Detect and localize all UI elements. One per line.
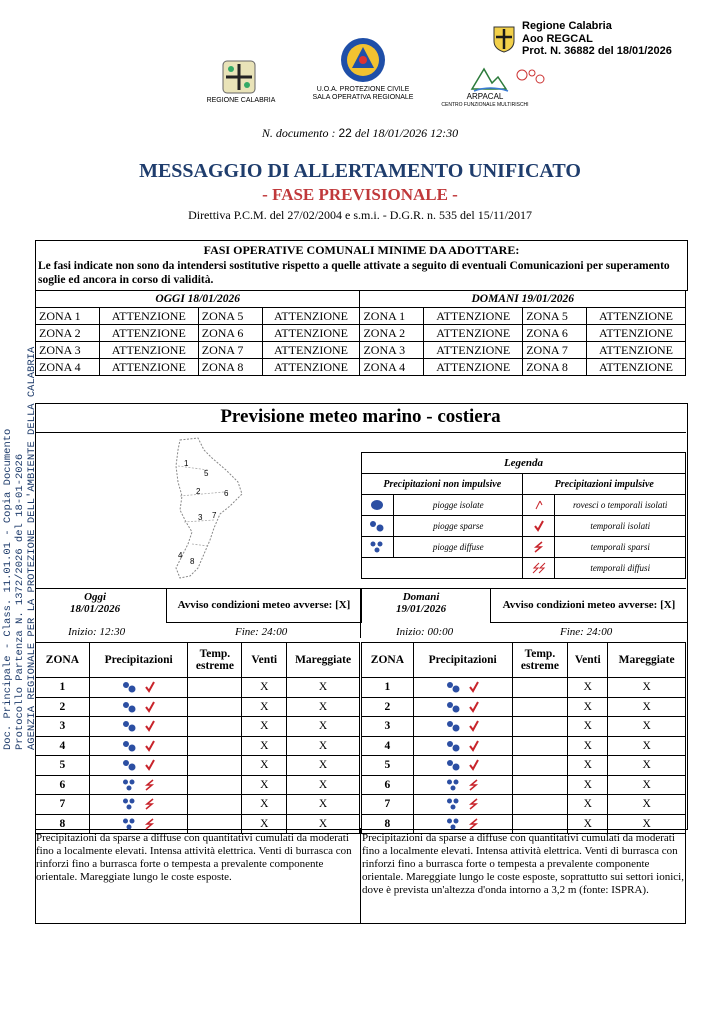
zone-status-cell: ATTENZIONE — [99, 359, 198, 376]
fasi-heading: FASI OPERATIVE COMUNALI MINIME DA ADOTTARE: — [203, 243, 520, 257]
zona-cell: 1 — [36, 678, 90, 698]
calabria-zone-map — [168, 436, 248, 586]
zone-status-cell: ATTENZIONE — [587, 359, 686, 376]
sidebar-line3: Doc. Principale - Class. 11.01.01 - Copia Documento — [2, 428, 14, 750]
venti-cell: X — [242, 795, 287, 815]
mareggiate-cell: X — [287, 697, 360, 717]
header-mareggiate: Mareggiate — [287, 643, 360, 678]
meteo-title: Previsione meteo marino - costiera — [220, 406, 501, 427]
venti-cell: X — [568, 756, 608, 776]
venti-cell: X — [568, 678, 608, 698]
fasi-zone-row — [36, 342, 686, 359]
storm-isolati-icon — [144, 681, 156, 693]
precipitazioni-cell — [413, 697, 512, 717]
storm-isolati-icon — [468, 681, 480, 693]
rain-sparse-icon — [446, 681, 460, 693]
zone-name-cell: ZONA 6 — [523, 325, 587, 342]
header-temp-line2: estreme — [520, 660, 559, 672]
temp-cell — [188, 736, 242, 756]
zona-cell: 7 — [362, 795, 414, 815]
fasi-zone-row — [36, 308, 686, 325]
precipitazioni-cell — [89, 717, 188, 737]
zona-cell: 8 — [36, 814, 90, 834]
zone-name-cell: ZONA 8 — [523, 359, 587, 376]
rain-diffuse-icon — [446, 798, 460, 810]
precipitazioni-cell — [89, 678, 188, 698]
header-temp-line1: Temp. — [524, 648, 556, 660]
today-start: Inizio: 12:30 — [68, 626, 126, 638]
precipitazioni-cell — [413, 736, 512, 756]
sidebar-line2: Protocollo Partenza N. 1372/2026 del 18-01-2026 — [14, 453, 26, 750]
fasi-zone-row — [36, 359, 686, 376]
table-row — [36, 756, 360, 776]
mareggiate-cell: X — [287, 678, 360, 698]
fasi-today-header: OGGI 18/01/2026 — [36, 291, 360, 308]
today-day-block — [70, 591, 120, 615]
zone-name-cell: ZONA 1 — [360, 308, 424, 325]
zone-status-cell: ATTENZIONE — [262, 308, 360, 325]
legend-rain-isolate-label: piogge isolate — [393, 495, 523, 516]
venti-cell: X — [568, 775, 608, 795]
note-frame — [35, 828, 686, 924]
zone-status-cell: ATTENZIONE — [99, 342, 198, 359]
doc-number-label: N. documento : — [261, 126, 336, 140]
legend-rain-sparse-label: piogge sparse — [393, 516, 523, 537]
rain-sparse-icon — [446, 759, 460, 771]
tomorrow-day-block — [396, 591, 446, 615]
zona-cell: 4 — [36, 736, 90, 756]
venti-cell: X — [568, 814, 608, 834]
protocol-stamp — [522, 20, 672, 58]
zone-name-cell: ZONA 6 — [198, 325, 262, 342]
meteo-title-divider — [35, 432, 686, 433]
today-end: Fine: 24:00 — [235, 626, 288, 638]
tomorrow-avviso: Avviso condizioni meteo avverse: [X] — [490, 588, 688, 623]
legend-storm-diffusi-label: temporali diffusi — [555, 558, 686, 579]
legend-rain-diffuse-icon — [362, 537, 394, 558]
table-row — [36, 736, 360, 756]
mareggiate-cell: X — [287, 736, 360, 756]
venti-cell: X — [242, 678, 287, 698]
rain-sparse-icon — [122, 740, 136, 752]
legend-storm-rovesci-icon — [523, 495, 555, 516]
zone-name-cell: ZONA 2 — [36, 325, 100, 342]
temp-cell — [188, 795, 242, 815]
fasi-tomorrow-header: DOMANI 19/01/2026 — [360, 291, 686, 308]
mareggiate-cell: X — [287, 795, 360, 815]
page-title: MESSAGGIO DI ALLERTAMENTO UNIFICATO — [139, 160, 581, 182]
zone-status-cell: ATTENZIONE — [262, 342, 360, 359]
venti-cell: X — [568, 697, 608, 717]
map-zone-2: 2 — [196, 487, 201, 496]
map-zone-7: 7 — [212, 511, 217, 520]
precipitazioni-cell — [89, 736, 188, 756]
precipitazioni-cell — [413, 678, 512, 698]
map-zone-5: 5 — [204, 469, 209, 478]
arpacal-name: ARPACAL — [466, 92, 504, 101]
zona-cell: 2 — [36, 697, 90, 717]
zone-status-cell: ATTENZIONE — [262, 325, 360, 342]
storm-sparsi-icon — [468, 798, 480, 810]
regione-logo-label: REGIONE CALABRIA — [206, 97, 276, 104]
storm-isolati-icon — [144, 701, 156, 713]
venti-cell: X — [242, 814, 287, 834]
rain-sparse-icon — [446, 740, 460, 752]
fasi-zone-row — [36, 325, 686, 342]
forecast-table-today — [35, 642, 360, 834]
zone-name-cell: ZONA 1 — [36, 308, 100, 325]
table-row — [36, 678, 360, 698]
fasi-zone-table — [35, 290, 686, 376]
note-today: Precipitazioni da sparse a diffuse con quantitativi cumulati da moderati fino a localmente elevati. Intensa attività elettrica. Venti di burrasca con rinforzi fino a burrasca forte o tempesta a prevalente componente orientale. Mareggiate lungo le coste esposte. — [36, 832, 352, 883]
legend-storm-rovesci-label: rovesci o temporali isolati — [555, 495, 686, 516]
temp-cell — [512, 697, 568, 717]
legend-storm-sparsi-icon — [523, 537, 555, 558]
storm-isolati-icon — [468, 701, 480, 713]
mareggiate-cell: X — [287, 717, 360, 737]
zona-cell: 2 — [362, 697, 414, 717]
header-temp-line2: estreme — [195, 660, 234, 672]
rain-diffuse-icon — [122, 798, 136, 810]
doc-number: 22 — [338, 126, 352, 140]
directive-line: Direttiva P.C.M. del 27/02/2004 e s.m.i. - D.G.R. n. 535 del 15/11/2017 — [188, 208, 532, 222]
venti-cell: X — [568, 717, 608, 737]
zona-cell: 7 — [36, 795, 90, 815]
map-zone-1: 1 — [184, 459, 189, 468]
venti-cell: X — [242, 736, 287, 756]
storm-sparsi-icon — [468, 779, 480, 791]
zone-name-cell: ZONA 3 — [360, 342, 424, 359]
zone-name-cell: ZONA 3 — [36, 342, 100, 359]
protezione-civile-logo — [340, 37, 386, 83]
venti-cell: X — [242, 697, 287, 717]
fasi-text: Le fasi indicate non sono da intendersi sostitutive rispetto a quelle attivate a seguito di eventuali Comunicazioni per superamento soglie ed ancora in corso di validità. — [38, 260, 670, 286]
mareggiate-cell: X — [608, 736, 686, 756]
fasi-zone-rows — [36, 308, 686, 376]
forecast-rows-today — [36, 678, 360, 834]
legend-rain-diffuse-label: piogge diffuse — [393, 537, 523, 558]
zone-status-cell: ATTENZIONE — [424, 342, 523, 359]
storm-isolati-icon — [468, 740, 480, 752]
zone-name-cell: ZONA 7 — [523, 342, 587, 359]
rain-sparse-icon — [122, 681, 136, 693]
map-zone-3: 3 — [198, 513, 203, 522]
protezione-logo-label — [300, 86, 426, 102]
protezione-civile-emblem-icon — [340, 37, 386, 83]
zone-status-cell: ATTENZIONE — [262, 359, 360, 376]
zone-name-cell: ZONA 4 — [36, 359, 100, 376]
table-row — [36, 795, 360, 815]
storm-isolati-icon — [468, 759, 480, 771]
header-temp-line1: Temp. — [199, 648, 231, 660]
stamp-line3: Prot. N. 36882 del 18/01/2026 — [522, 45, 672, 57]
precipitazioni-cell — [413, 795, 512, 815]
legend-title: Legenda — [362, 453, 686, 474]
table-row — [362, 756, 686, 776]
arpacal-logo-label — [440, 93, 530, 109]
header-precipitazioni: Precipitazioni — [89, 643, 188, 678]
today-avviso: Avviso condizioni meteo avverse: [X] — [166, 588, 362, 623]
legend-storm-isolati-label: temporali isolati — [555, 516, 686, 537]
tomorrow-end: Fine: 24:00 — [560, 626, 613, 638]
mareggiate-cell: X — [608, 678, 686, 698]
mareggiate-cell: X — [608, 756, 686, 776]
zone-name-cell: ZONA 4 — [360, 359, 424, 376]
forecast-table-tomorrow — [361, 642, 686, 834]
zona-cell: 8 — [362, 814, 414, 834]
header-venti: Venti — [568, 643, 608, 678]
temp-cell — [188, 775, 242, 795]
temp-cell — [512, 717, 568, 737]
precipitazioni-cell — [89, 697, 188, 717]
arpacal-emblem-icon — [470, 63, 550, 93]
table-row — [36, 717, 360, 737]
today-day-label: Oggi — [84, 591, 107, 603]
zona-cell: 5 — [362, 756, 414, 776]
rain-diffuse-icon — [122, 779, 136, 791]
header-temp — [188, 643, 242, 678]
sidebar-line1: AGENZIA REGIONALE PER LA PROTEZIONE DELL'AMBIENTE DELLA CALABRIA — [26, 346, 38, 750]
table-row — [362, 736, 686, 756]
temp-cell — [512, 678, 568, 698]
zone-status-cell: ATTENZIONE — [587, 342, 686, 359]
zona-cell: 4 — [362, 736, 414, 756]
zona-cell: 3 — [362, 717, 414, 737]
zone-name-cell: ZONA 8 — [198, 359, 262, 376]
temp-cell — [512, 736, 568, 756]
zone-status-cell: ATTENZIONE — [587, 325, 686, 342]
zone-name-cell: ZONA 2 — [360, 325, 424, 342]
zone-status-cell: ATTENZIONE — [99, 308, 198, 325]
legend-empty-cell — [362, 558, 523, 579]
doc-date: del 18/01/2026 12:30 — [354, 126, 459, 140]
legend-storm-sparsi-label: temporali sparsi — [555, 537, 686, 558]
regione-emblem-icon — [222, 60, 256, 94]
zona-cell: 3 — [36, 717, 90, 737]
fasi-operative-box — [35, 240, 688, 291]
mareggiate-cell: X — [608, 697, 686, 717]
rain-sparse-icon — [122, 701, 136, 713]
table-row — [362, 697, 686, 717]
zone-status-cell: ATTENZIONE — [587, 308, 686, 325]
venti-cell: X — [568, 795, 608, 815]
precipitazioni-cell — [89, 795, 188, 815]
mareggiate-cell: X — [287, 775, 360, 795]
storm-isolati-icon — [144, 759, 156, 771]
header-mareggiate: Mareggiate — [608, 643, 686, 678]
zona-cell: 5 — [36, 756, 90, 776]
zone-name-cell: ZONA 7 — [198, 342, 262, 359]
mareggiate-cell: X — [608, 717, 686, 737]
table-row — [362, 795, 686, 815]
zone-status-cell: ATTENZIONE — [99, 325, 198, 342]
temp-cell — [188, 678, 242, 698]
temp-cell — [188, 697, 242, 717]
protezione-label-line2: SALA OPERATIVA REGIONALE — [312, 94, 414, 101]
table-row — [36, 697, 360, 717]
temp-cell — [512, 775, 568, 795]
precipitazioni-cell — [413, 717, 512, 737]
temp-cell — [512, 795, 568, 815]
table-row — [362, 678, 686, 698]
legend-rain-isolate-icon — [362, 495, 394, 516]
table-row — [36, 775, 360, 795]
rain-sparse-icon — [122, 759, 136, 771]
storm-isolati-icon — [468, 720, 480, 732]
legend-rain-sparse-icon — [362, 516, 394, 537]
forecast-rows-tomorrow — [362, 678, 686, 834]
storm-isolati-icon — [144, 740, 156, 752]
tomorrow-day-label: Domani — [402, 591, 440, 603]
precipitazioni-cell — [89, 756, 188, 776]
storm-sparsi-icon — [144, 779, 156, 791]
tomorrow-date: 19/01/2026 — [396, 603, 447, 615]
temp-cell — [188, 756, 242, 776]
mareggiate-cell: X — [608, 795, 686, 815]
zone-status-cell: ATTENZIONE — [424, 359, 523, 376]
rain-sparse-icon — [122, 720, 136, 732]
zona-cell: 6 — [362, 775, 414, 795]
temp-cell — [188, 717, 242, 737]
temp-cell — [512, 756, 568, 776]
header-zona: ZONA — [362, 643, 414, 678]
venti-cell: X — [242, 756, 287, 776]
storm-sparsi-icon — [144, 798, 156, 810]
zone-status-cell: ATTENZIONE — [424, 325, 523, 342]
legend-storm-diffusi-icon — [523, 558, 555, 579]
storm-isolati-icon — [144, 720, 156, 732]
protezione-label-line1: U.O.A. PROTEZIONE CIVILE — [316, 86, 410, 93]
map-zone-8: 8 — [190, 557, 195, 566]
zone-status-cell: ATTENZIONE — [424, 308, 523, 325]
note-tomorrow: Precipitazioni da sparse a diffuse con quantitativi cumulati da moderati fino a localmente elevati. Intensa attività elettrica. Venti di burrasca con rinforzi fino a burrasca forte o tempesta a prevalente componente orientale. Mareggiate lungo le coste esposte, soprattutto sui settori ionici, dove è prevista un'altezza d'onda intorno a 3,2 m (fonte: ISPRA). — [362, 832, 684, 896]
header-zona: ZONA — [36, 643, 90, 678]
arpacal-logo — [470, 63, 550, 93]
table-row — [362, 717, 686, 737]
zona-cell: 1 — [362, 678, 414, 698]
legend-table — [361, 452, 686, 579]
mareggiate-cell: X — [287, 756, 360, 776]
legend-storm-isolati-icon — [523, 516, 555, 537]
legend-col1: Precipitazioni non impulsive — [362, 474, 523, 495]
map-zone-6: 6 — [224, 489, 229, 498]
zona-cell: 6 — [36, 775, 90, 795]
legend-col2: Precipitazioni impulsive — [523, 474, 686, 495]
venti-cell: X — [242, 717, 287, 737]
rain-sparse-icon — [446, 701, 460, 713]
regione-logo — [222, 60, 256, 94]
venti-cell: X — [242, 775, 287, 795]
precipitazioni-cell — [89, 775, 188, 795]
precipitazioni-cell — [413, 775, 512, 795]
regione-cross-icon — [492, 25, 516, 53]
mareggiate-cell: X — [287, 814, 360, 834]
zone-name-cell: ZONA 5 — [523, 308, 587, 325]
rain-sparse-icon — [446, 720, 460, 732]
rain-diffuse-icon — [446, 779, 460, 791]
header-precipitazioni: Precipitazioni — [413, 643, 512, 678]
precipitazioni-cell — [413, 756, 512, 776]
header-venti: Venti — [242, 643, 287, 678]
document-number-line — [0, 126, 720, 141]
stamp-line1: Regione Calabria — [522, 20, 612, 32]
today-date: 18/01/2026 — [70, 603, 121, 615]
mareggiate-cell: X — [608, 775, 686, 795]
stamp-line2: Aoo REGCAL — [522, 32, 593, 45]
page-subtitle: - FASE PREVISIONALE - — [262, 185, 458, 204]
zone-name-cell: ZONA 5 — [198, 308, 262, 325]
mareggiate-cell: X — [608, 814, 686, 834]
venti-cell: X — [568, 736, 608, 756]
header-temp — [512, 643, 568, 678]
table-row — [362, 775, 686, 795]
tomorrow-start: Inizio: 00:00 — [396, 626, 454, 638]
map-zone-4: 4 — [178, 551, 183, 560]
arpacal-sub: CENTRO FUNZIONALE MULTIRISCHI — [441, 102, 529, 108]
